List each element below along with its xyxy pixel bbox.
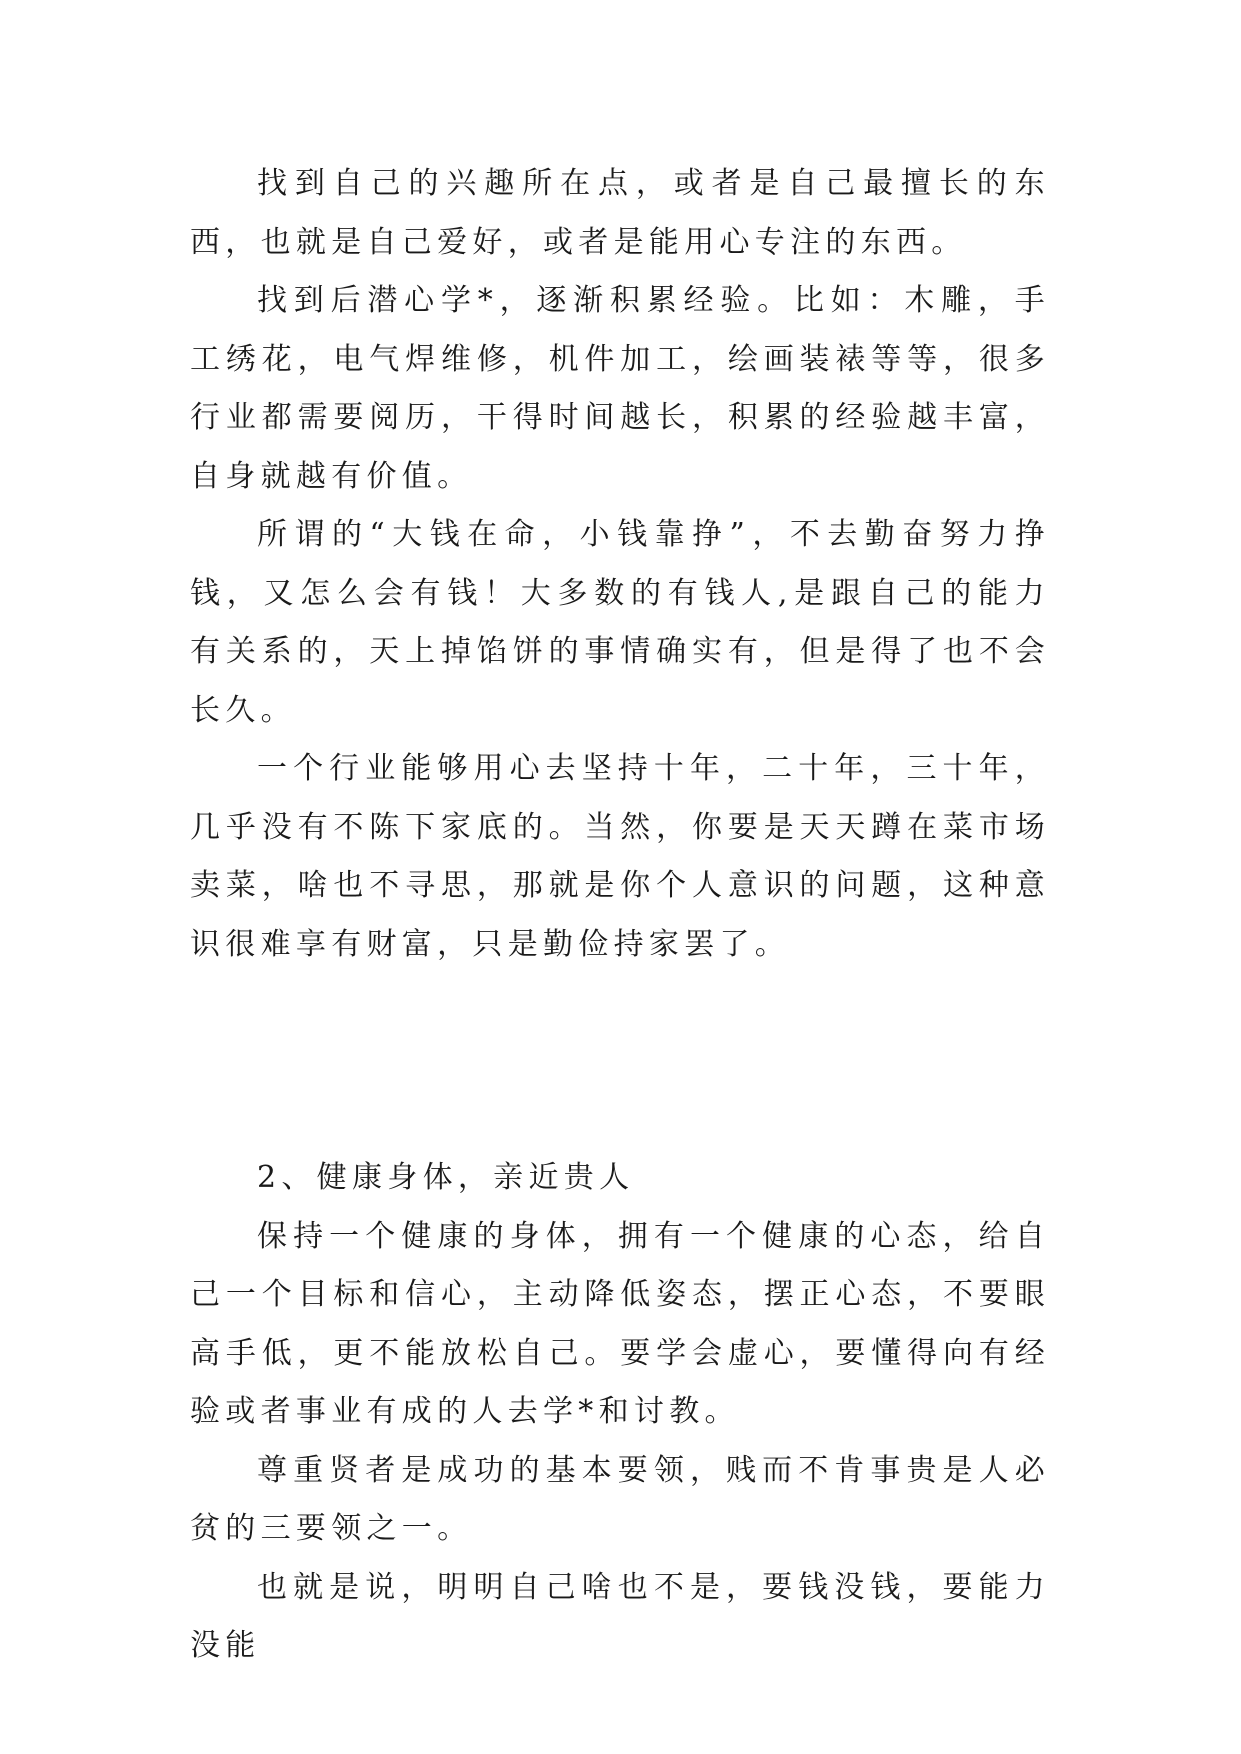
- paragraph: 所谓的“大钱在命，小钱靠挣”，不去勤奋努力挣钱，又怎么会有钱！大多数的有钱人,是跟自己的能力有关系的，天上掉馅饼的事情确实有，但是得了也不会长久。: [190, 517, 1050, 728]
- paragraph: 尊重贤者是成功的基本要领，贱而不肯事贵是人必贫的三要领之一。: [190, 1452, 1050, 1546]
- paragraph: 找到后潜心学*，逐渐积累经验。比如：木雕，手工绣花，电气焊维修，机件加工，绘画装裱等等，很多行业都需要阅历，干得时间越长，积累的经验越丰富，自身就越有价值。: [190, 283, 1050, 494]
- section-heading: 2、健康身体，亲近贵人: [257, 1160, 635, 1195]
- paragraph: 保持一个健康的身体，拥有一个健康的心态，给自己一个目标和信心，主动降低姿态，摆正心态，不要眼高手低，更不能放松自己。要学会虚心，要懂得向有经验或者事业有成的人去学*和讨教。: [190, 1218, 1050, 1429]
- paragraph: 找到自己的兴趣所在点，或者是自己最擅长的东西，也就是自己爱好，或者是能用心专注的东西。: [190, 166, 1050, 260]
- document-page: [190, 155, 1050, 1676]
- paragraph: 也就是说，明明自己啥也不是，要钱没钱，要能力没能: [190, 1569, 1050, 1663]
- section-spacer: [190, 974, 1050, 1149]
- paragraph: 一个行业能够用心去坚持十年，二十年，三十年，几乎没有不陈下家底的。当然，你要是天天蹲在菜市场卖菜，啥也不寻思，那就是你个人意识的问题，这种意识很难享有财富，只是勤俭持家罢了。: [190, 751, 1050, 962]
